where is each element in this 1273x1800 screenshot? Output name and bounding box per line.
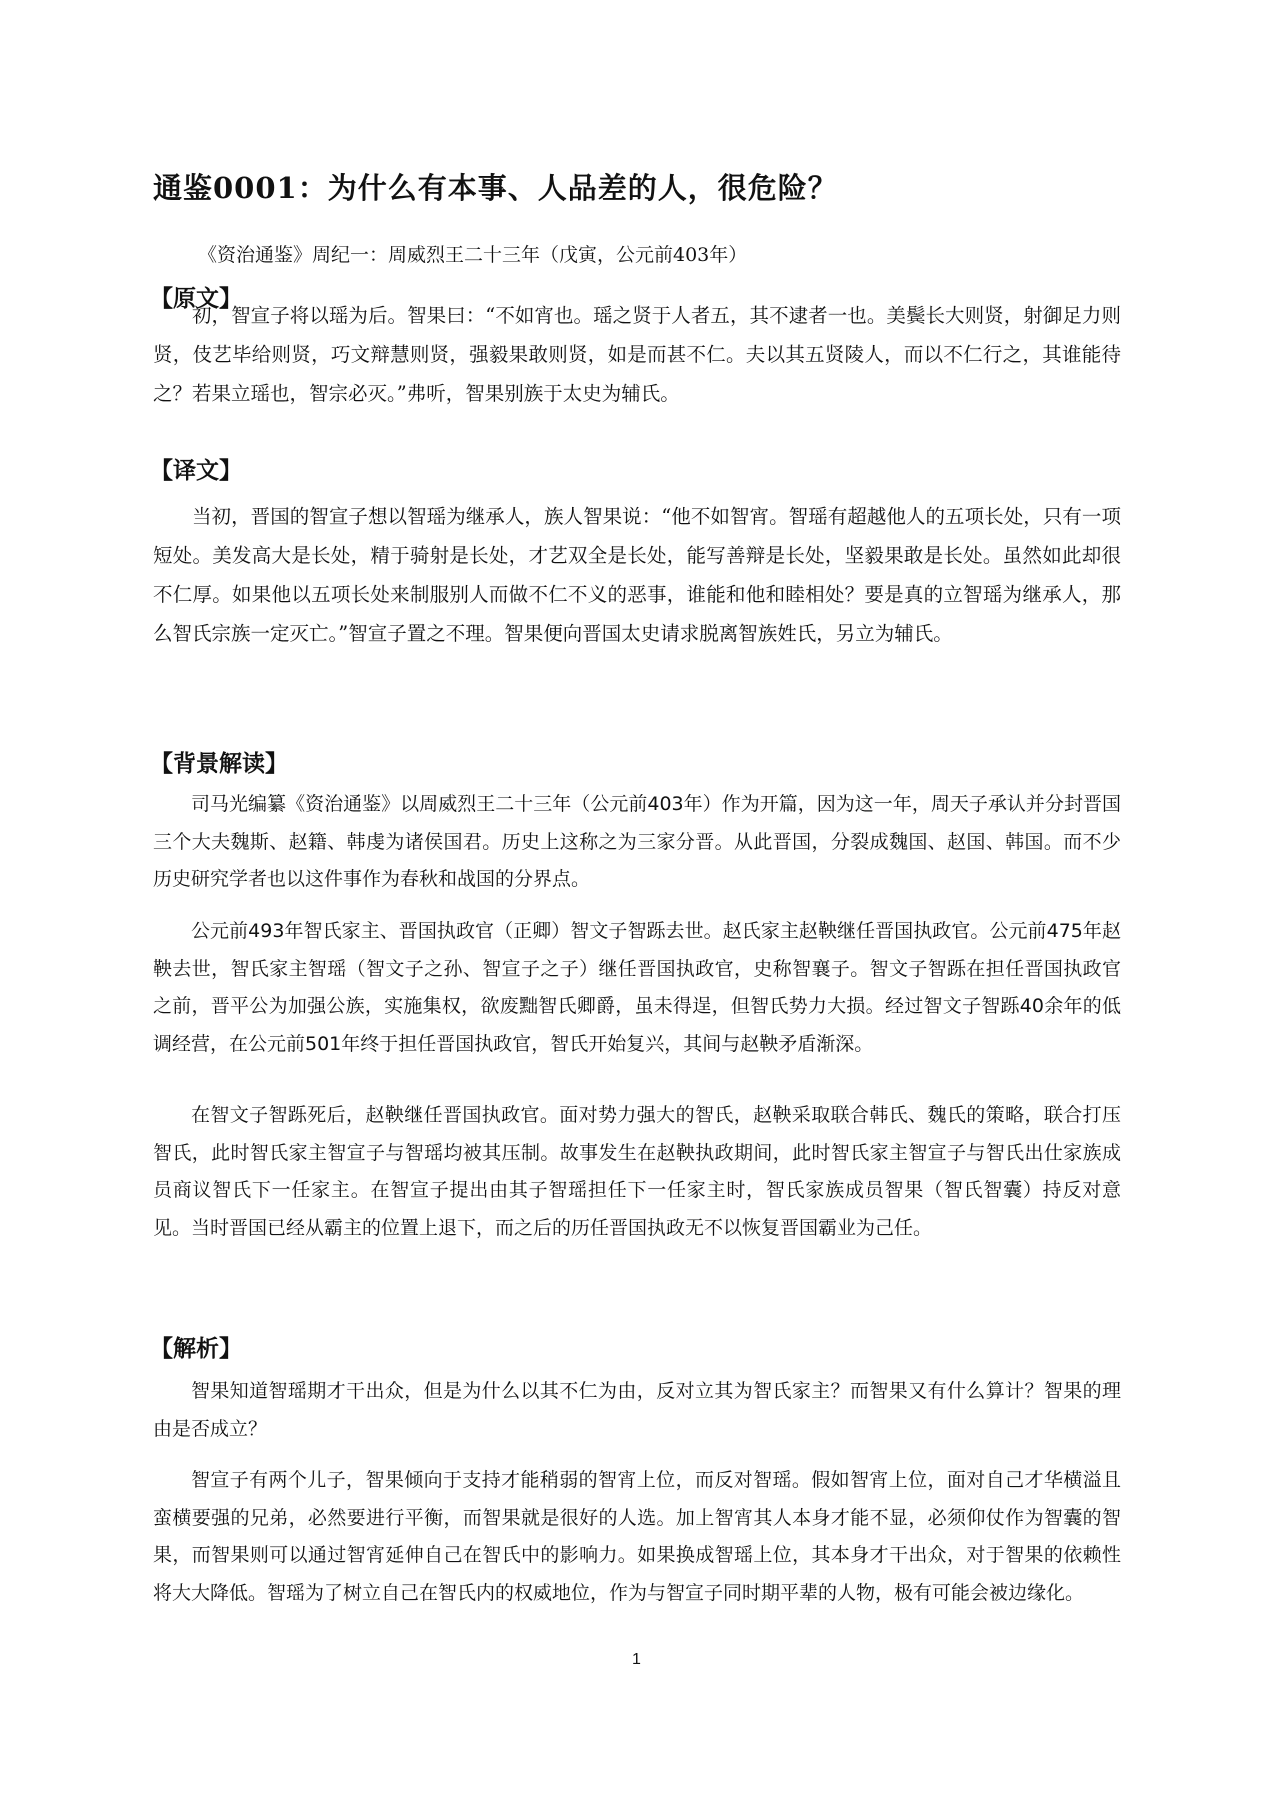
section-heading-background: 【背景解读】	[150, 751, 288, 777]
page-number: 1	[632, 1651, 641, 1668]
analysis-paragraph-1: 智果知道智瑶期才干出众，但是为什么以其不仁为由，反对立其为智氏家主？而智果又有什么算计？智果的理由是否成立？	[153, 1380, 1121, 1440]
section-heading-translation: 【译文】	[150, 458, 242, 484]
background-paragraph-1: 司马光编纂《资治通鉴》以周威烈王二十三年（公元前403年）作为开篇，因为这一年，周天子承认并分封晋国三个大夫魏斯、赵籍、韩虔为诸侯国君。历史上这称之为三家分晋。从此晋国，分裂成魏国、赵国、韩国。而不少历史研究学者也以这件事作为春秋和战国的分界点。	[153, 793, 1121, 890]
section-heading-original: 【原文】	[150, 286, 242, 312]
background-paragraph-2: 公元前493年智氏家主、晋国执政官（正卿）智文子智跞去世。赵氏家主赵鞅继任晋国执政官。公元前475年赵鞅去世，智氏家主智瑶（智文子之孙、智宣子之子）继任晋国执政官，史称智襄子。智文子智跞在担任晋国执政官之前，晋平公为加强公族，实施集权，欲废黜智氏卿爵，虽未得逞，但智氏势力大损。经过智文子智跞40余年的低调经营，在公元前501年终于担任晋国执政官，智氏开始复兴，其间与赵鞅矛盾渐深。	[153, 920, 1121, 1055]
section-heading-analysis: 【解析】	[150, 1336, 242, 1362]
analysis-paragraph-2: 智宣子有两个儿子，智果倾向于支持才能稍弱的智宵上位，而反对智瑶。假如智宵上位，面对自己才华横溢且蛮横要强的兄弟，必然要进行平衡，而智果就是很好的人选。加上智宵其人本身才能不显，必须仰仗作为智囊的智果，而智果则可以通过智宵延伸自己在智氏中的影响力。如果换成智瑶上位，其本身才干出众，对于智果的依赖性将大大降低。智瑶为了树立自己在智氏内的权威地位，作为与智宣子同时期平辈的人物，极有可能会被边缘化。	[153, 1469, 1121, 1604]
source-citation: 《资治通鉴》周纪一：周威烈王二十三年（戊寅，公元前403年）	[198, 244, 748, 266]
page-title: 通鉴0001：为什么有本事、人品差的人，很危险？	[153, 171, 838, 205]
original-text-paragraph: 初，智宣子将以瑶为后。智果曰：“不如宵也。瑶之贤于人者五，其不逮者一也。美鬓长大则贤，射御足力则贤，伎艺毕给则贤，巧文辩慧则贤，强毅果敢则贤，如是而甚不仁。夫以其五贤陵人，而以不仁行之，其谁能待之？若果立瑶也，智宗必灭。”弗听，智果别族于太史为辅氏。	[153, 304, 1121, 405]
background-paragraph-3: 在智文子智跞死后，赵鞅继任晋国执政官。面对势力强大的智氏，赵鞅采取联合韩氏、魏氏的策略，联合打压智氏，此时智氏家主智宣子与智瑶均被其压制。故事发生在赵鞅执政期间，此时智氏家主智宣子与智氏出仕家族成员商议智氏下一任家主。在智宣子提出由其子智瑶担任下一任家主时，智氏家族成员智果（智氏智囊）持反对意见。当时晋国已经从霸主的位置上退下，而之后的历任晋国执政无不以恢复晋国霸业为己任。	[153, 1104, 1121, 1239]
translation-paragraph: 当初，晋国的智宣子想以智瑶为继承人，族人智果说：“他不如智宵。智瑶有超越他人的五项长处，只有一项短处。美发高大是长处，精于骑射是长处，才艺双全是长处，能写善辩是长处，坚毅果敢是长处。虽然如此却很不仁厚。如果他以五项长处来制服别人而做不仁不义的恶事，谁能和他和睦相处？要是真的立智瑶为继承人，那么智氏宗族一定灭亡。”智宣子置之不理。智果便向晋国太史请求脱离智族姓氏，另立为辅氏。	[153, 505, 1121, 645]
